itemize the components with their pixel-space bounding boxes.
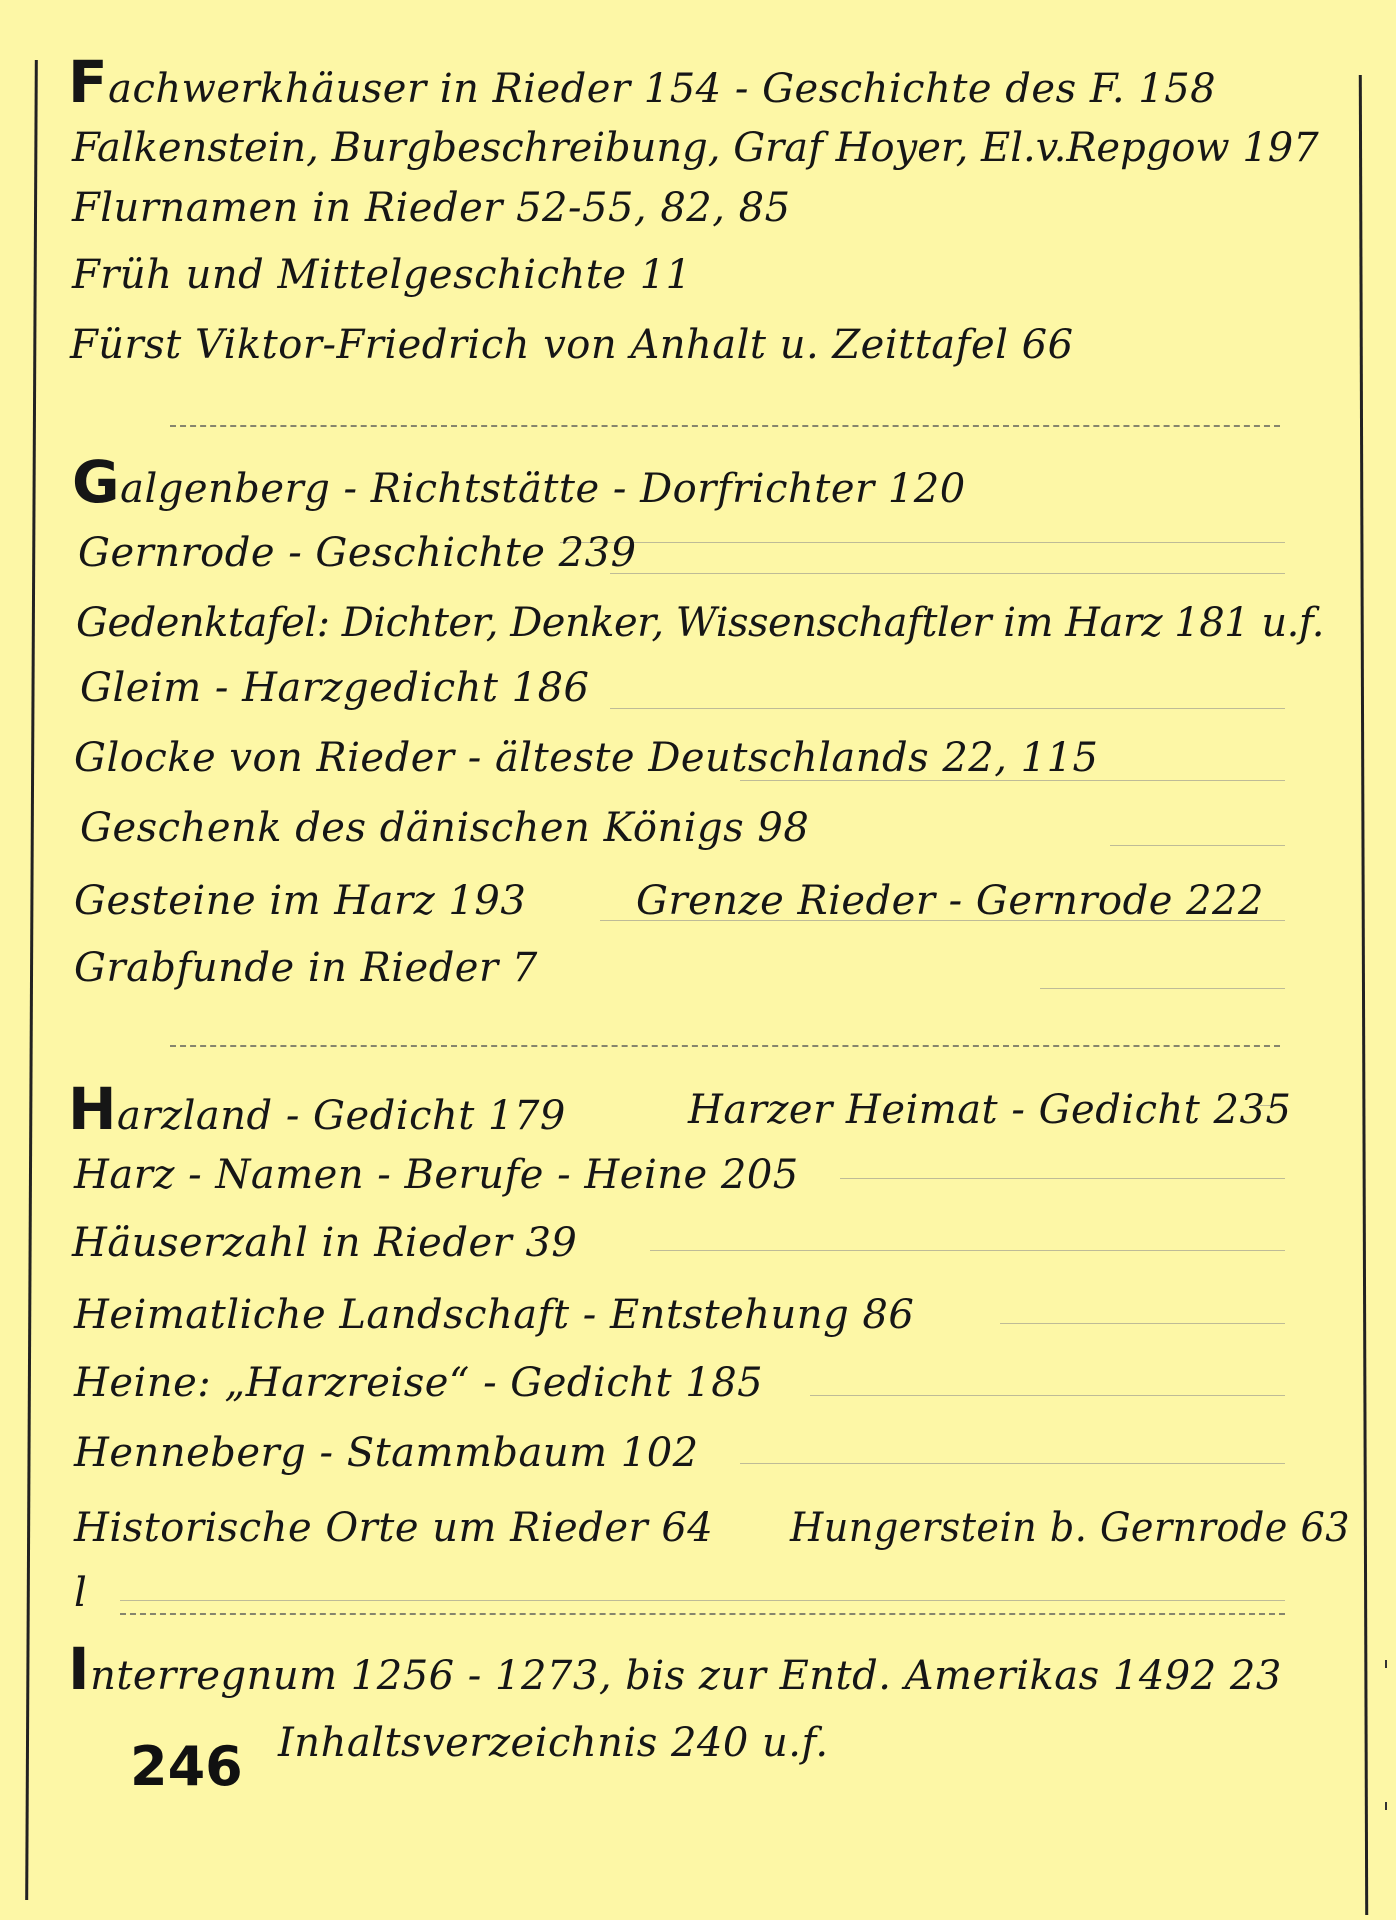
ruled-line [1040,988,1285,989]
section-initial: F [68,48,109,116]
stray-mark [1385,1660,1387,1668]
section-separator [120,1613,1285,1615]
section-initial: G [72,448,121,516]
index-entry: Heimatliche Landschaft - Entstehung 86 [74,1292,915,1338]
ruled-line [610,708,1285,709]
index-entry: Fürst Viktor-Friedrich von Anhalt u. Zeittafel 66 [70,322,1074,368]
section-separator [170,425,1280,427]
index-entry: Hungerstein b. Gernrode 63 [790,1505,1350,1551]
index-entry: Henneberg - Stammbaum 102 [74,1430,699,1476]
index-entry: Gleim - Harzgedicht 186 [80,665,590,711]
entry-text: nterregnum 1256 - 1273, bis zur Entd. Amerikas 1492 23 [90,1653,1282,1699]
index-entry: Geschenk des dänischen Königs 98 [80,805,810,851]
ruled-line [650,1250,1285,1251]
index-entry: Grabfunde in Rieder 7 [74,945,538,991]
index-entry: Inhaltsverzeichnis 240 u.f. [278,1720,829,1766]
ruled-line [1110,845,1285,846]
entry-text: algenberg - Richtstätte - Dorfrichter 120 [120,466,966,512]
ruled-line [1000,1323,1285,1324]
page-number: 246 [130,1735,243,1798]
index-entry: Gesteine im Harz 193 [74,878,527,924]
index-entry: Heine: „Harzreise“ - Gedicht 185 [74,1360,764,1406]
index-entry: Harzer Heimat - Gedicht 235 [688,1087,1292,1133]
stray-mark [1385,1802,1387,1810]
index-entry: Gernrode - Geschichte 239 [78,530,637,576]
index-entry: Früh und Mittelgeschichte 11 [72,252,692,298]
left-margin-line [25,60,38,1900]
ruled-line [120,1600,1285,1601]
section-initial: H [68,1075,118,1143]
index-entry: Gedenktafel: Dichter, Denker, Wissenschaftler im Harz 181 u.f. [76,600,1324,646]
index-entry: Häuserzahl in Rieder 39 [72,1220,578,1266]
index-entry [72,448,966,516]
entry-text: achwerkhäuser in Rieder 154 - Geschichte des F. 158 [108,66,1217,112]
index-entry [68,48,1216,116]
index-entry [68,1075,566,1143]
ruled-line [610,573,1285,574]
index-entry: l [74,1570,88,1616]
section-separator [170,1045,1280,1047]
index-entry: Harz - Namen - Berufe - Heine 205 [74,1152,799,1198]
ruled-line [840,1178,1285,1179]
index-entry: Glocke von Rieder - älteste Deutschlands 22, 115 [74,735,1099,781]
index-entry [68,1635,1282,1703]
ruled-line [810,1395,1285,1396]
ruled-line [560,542,1285,543]
right-margin-line [1359,75,1368,1915]
section-initial: I [68,1635,91,1703]
ruled-line [740,1463,1285,1464]
index-entry: Falkenstein, Burgbeschreibung, Graf Hoyer, El.v.Repgow 197 [72,125,1319,171]
index-entry: Historische Orte um Rieder 64 [74,1505,714,1551]
entry-text: arzland - Gedicht 179 [117,1093,566,1139]
index-entry: Flurnamen in Rieder 52-55, 82, 85 [72,185,791,231]
index-entry: Grenze Rieder - Gernrode 222 [636,878,1264,924]
